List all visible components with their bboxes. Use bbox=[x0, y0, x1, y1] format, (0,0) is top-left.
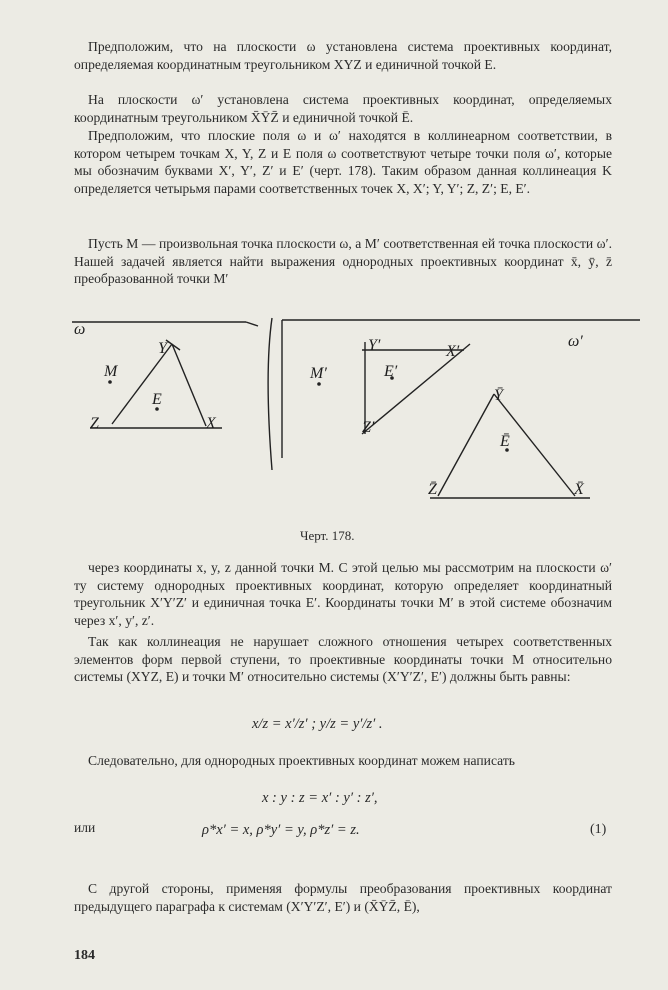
paragraph-2: На плоскости ω′ установлена система проективных координат, определяемых координатным треугольником X̄ȲZ̄ и единичной точкой Ē. bbox=[74, 92, 612, 125]
paragraph-7: Следовательно, для однородных проективных координат можем написать bbox=[88, 753, 515, 768]
point-Z-label: Z bbox=[90, 415, 99, 432]
point-X-bar-label: X̄ bbox=[574, 481, 584, 498]
point-E-bar-label: Ē bbox=[500, 433, 510, 450]
plane-omega-label: ω bbox=[74, 321, 86, 338]
paragraph-5: через координаты x, y, z данной точки M. С этой целью мы рассмотрим на плоскости ω′ ту систему однородных проективных координат, которую определяет координатный треугольник X′Y′Z′ и единичная точка E′. Координаты точки M′ в этой системе обозначим через x′, y′, z′. bbox=[74, 560, 612, 628]
point-E-prime-label: E′ bbox=[384, 363, 398, 380]
figure-caption: Черт. 178. bbox=[300, 528, 355, 543]
point-Y-prime-label: Y′ bbox=[368, 337, 381, 354]
formula-proportion: x : y : z = x′ : y′ : z′, bbox=[262, 790, 378, 806]
paragraph-3: Предположим, что плоские поля ω и ω′ находятся в коллинеарном соответствии, в котором четырем точкам X, Y, Z и E поля ω соответствуют четыре точки поля ω′, которые мы обозначим буквами X′, Y′, Z′ и E′ (черт. 178). Таким образом данная коллинеация K определяется четырьмя парами соответственных точек X, X′; Y, Y′; Z, Z′; E, E′. bbox=[74, 128, 612, 196]
formula-1: ρ*x′ = x, ρ*y′ = y, ρ*z′ = z. bbox=[202, 822, 360, 838]
point-Z-bar-label: Z̄ bbox=[428, 481, 437, 498]
paragraph-8: С другой стороны, применяя формулы преобразования проективных координат предыдущего параграфа к системам (X′Y′Z′, E′) и (X̄ȲZ̄, Ē), bbox=[74, 881, 612, 914]
paragraph-1: Предположим, что на плоскости ω установлена система проективных координат, определяемая координатным треугольником XYZ и единичной точкой E. bbox=[74, 39, 612, 72]
point-Z-prime-label: Z′ bbox=[362, 419, 375, 436]
point-E-label: E bbox=[152, 391, 162, 408]
point-Y-bar-label: Ȳ bbox=[494, 387, 503, 404]
paragraph-6: Так как коллинеация не нарушает сложного отношения четырех соответственных элементов форм первой ступени, то проективные координаты точки M относительно системы (XYZ, E) и точки M′ относительно системы (X′Y′Z′, E′) должны быть равны: bbox=[74, 634, 612, 685]
equation-number: (1) bbox=[590, 822, 607, 837]
page-number: 184 bbox=[74, 948, 95, 963]
plane-omega-prime-label: ω′ bbox=[568, 333, 583, 350]
word-or: или bbox=[74, 820, 96, 835]
point-X-prime-label: X′ bbox=[446, 343, 460, 360]
paragraph-4: Пусть M — произвольная точка плоскости ω, а M′ соответственная ей точка плоскости ω′. Нашей задачей является найти выражения однородных проективных координат x̄, ȳ, z̄ преобразованной точки M′ bbox=[74, 236, 612, 287]
point-M-label: M bbox=[104, 363, 118, 380]
point-M-prime-label: M′ bbox=[310, 365, 327, 382]
point-X-label: X bbox=[206, 415, 216, 432]
formula-ratios: x/z = x′/z′ ; y/z = y′/z′ . bbox=[252, 716, 383, 732]
point-Y-label: Y bbox=[158, 340, 167, 357]
